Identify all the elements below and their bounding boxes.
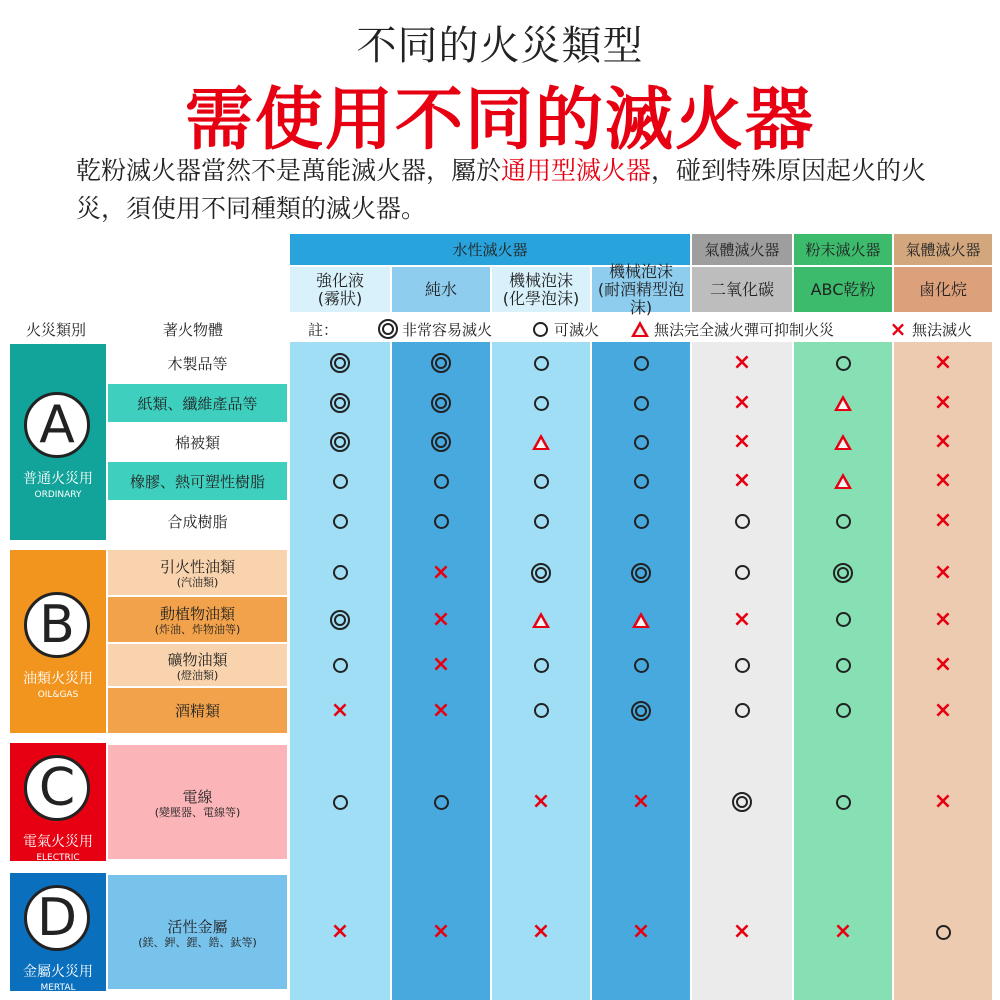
extinguisher-name: 二氧化碳 bbox=[709, 279, 774, 299]
rating-shape: × bbox=[933, 606, 953, 632]
rating-o-icon bbox=[526, 696, 556, 726]
rating-shape bbox=[634, 474, 649, 489]
rating-shape bbox=[534, 474, 549, 489]
rating-o-icon bbox=[526, 348, 556, 378]
rating-dbl-icon bbox=[426, 348, 456, 378]
rating-x-icon bbox=[928, 605, 958, 635]
rating-shape bbox=[836, 703, 851, 718]
rating-x-icon bbox=[727, 466, 757, 496]
rating-shape bbox=[534, 658, 549, 673]
rating-shape bbox=[333, 658, 348, 673]
rating-shape bbox=[431, 353, 451, 373]
rating-shape: × bbox=[933, 429, 953, 454]
legend-symbol-icon bbox=[378, 319, 398, 339]
rating-x-icon bbox=[325, 696, 355, 726]
object-name: 橡膠、熱可塑性樹脂 bbox=[129, 472, 265, 491]
rating-shape: × bbox=[431, 919, 451, 944]
rating-o-icon bbox=[626, 348, 656, 378]
burning-object-label bbox=[108, 462, 287, 500]
rating-x-icon bbox=[928, 427, 958, 457]
rating-o-icon bbox=[727, 696, 757, 726]
rating-o-icon bbox=[325, 558, 355, 588]
rating-o-icon bbox=[928, 917, 958, 947]
rating-x-icon bbox=[626, 917, 656, 947]
rating-o-icon bbox=[426, 787, 456, 817]
rating-dbl-icon bbox=[828, 558, 858, 588]
rating-shape: × bbox=[431, 606, 451, 632]
object-name: 礦物油類 bbox=[167, 650, 228, 669]
rating-o-icon bbox=[325, 466, 355, 496]
rating-o-icon bbox=[828, 605, 858, 635]
rating-shape bbox=[836, 514, 851, 529]
rating-shape bbox=[333, 565, 348, 580]
burning-object-label bbox=[108, 502, 287, 540]
object-name: 電線 bbox=[182, 787, 213, 806]
rating-o-icon bbox=[828, 650, 858, 680]
rating-shape: × bbox=[631, 919, 651, 944]
extinguisher-name: 純水 bbox=[424, 279, 457, 299]
rating-o-icon bbox=[325, 787, 355, 817]
legend-note: 註： bbox=[308, 320, 339, 339]
legend-text: 無法滅火 bbox=[912, 320, 973, 339]
rating-shape bbox=[834, 434, 852, 450]
rating-dbl-icon bbox=[325, 427, 355, 457]
class-name: 電氣火災用 bbox=[23, 834, 93, 850]
object-examples: (汽油類) bbox=[176, 576, 219, 589]
rating-shape: × bbox=[531, 919, 551, 944]
rating-shape: × bbox=[631, 789, 651, 814]
rating-shape: × bbox=[933, 390, 953, 415]
rating-shape: × bbox=[531, 789, 551, 814]
rating-o-icon bbox=[526, 650, 556, 680]
burning-object-label bbox=[108, 688, 287, 733]
extinguisher-header bbox=[392, 267, 490, 312]
rating-shape bbox=[431, 393, 451, 413]
rating-x-icon bbox=[727, 427, 757, 457]
rating-x-icon bbox=[928, 650, 958, 680]
rating-shape bbox=[534, 703, 549, 718]
burning-object-label bbox=[108, 550, 287, 595]
object-name: 活性金屬 bbox=[167, 917, 228, 936]
rating-shape: × bbox=[933, 508, 953, 533]
object-name: 動植物油類 bbox=[159, 605, 235, 623]
rating-shape bbox=[534, 356, 549, 371]
rating-shape: × bbox=[732, 919, 752, 944]
legend-text: 可滅火 bbox=[554, 320, 600, 339]
object-name: 酒精類 bbox=[174, 702, 220, 720]
rating-x-icon bbox=[928, 787, 958, 817]
rating-x-icon bbox=[426, 605, 456, 635]
rating-x-icon bbox=[928, 348, 958, 378]
rating-shape bbox=[330, 610, 350, 630]
rating-shape: × bbox=[933, 652, 953, 677]
rating-shape bbox=[534, 514, 549, 529]
extinguisher-header bbox=[692, 267, 792, 312]
fire-class-d bbox=[10, 873, 106, 991]
legend-symbol-icon bbox=[888, 319, 908, 339]
rating-shape bbox=[631, 701, 651, 721]
rating-x-icon bbox=[727, 348, 757, 378]
rating-tri-icon bbox=[526, 605, 556, 635]
rating-o-icon bbox=[526, 466, 556, 496]
fire-class-b bbox=[10, 550, 106, 733]
legend-can-extinguish bbox=[530, 316, 599, 342]
title-line2: 需使用不同的滅火器 bbox=[184, 81, 815, 160]
legend-fire-class: 火災類別 bbox=[26, 320, 87, 339]
extinguisher-header bbox=[894, 267, 992, 312]
rating-shape bbox=[333, 514, 348, 529]
rating-o-icon bbox=[325, 650, 355, 680]
rating-shape: × bbox=[933, 559, 953, 585]
rating-shape: × bbox=[330, 919, 350, 944]
rating-tri-icon bbox=[626, 605, 656, 635]
legend-symbol-icon bbox=[630, 321, 650, 337]
rating-tri-icon bbox=[526, 427, 556, 457]
rating-dbl-icon bbox=[325, 348, 355, 378]
legend-symbol-shape bbox=[533, 322, 548, 337]
rating-x-icon bbox=[526, 787, 556, 817]
rating-x-icon bbox=[626, 787, 656, 817]
rating-shape bbox=[634, 356, 649, 371]
rating-shape bbox=[330, 353, 350, 373]
legend-text: 無法完全滅火彈可抑制火災 bbox=[654, 320, 835, 339]
intro-highlight: 通用型滅火器 bbox=[501, 156, 652, 185]
extinguisher-header bbox=[592, 261, 690, 317]
legend-suppress-only bbox=[630, 316, 834, 342]
title-line1: 不同的火災類型 bbox=[356, 23, 644, 69]
rating-o-icon bbox=[626, 388, 656, 418]
object-examples: (炸油、炸物油等) bbox=[154, 623, 241, 636]
rating-shape: × bbox=[933, 789, 953, 814]
intro-part2: ，碰到特殊原因起火的火災，須使用不同種類的滅火器。 bbox=[76, 156, 927, 223]
intro-part1: 乾粉滅火器當然不是萬能滅火器，屬於 bbox=[76, 156, 502, 185]
rating-shape bbox=[330, 432, 350, 452]
rating-shape: × bbox=[933, 350, 953, 375]
object-examples: (鎂、鉀、鋰、鋯、鈦等) bbox=[138, 935, 257, 949]
extinguisher-note: (耐酒精型泡沫) bbox=[597, 279, 685, 317]
extinguisher-note: (化學泡沫) bbox=[502, 288, 580, 308]
burning-object-label bbox=[108, 597, 287, 642]
rating-dbl-icon bbox=[626, 558, 656, 588]
rating-x-icon bbox=[426, 650, 456, 680]
burning-object-label bbox=[108, 644, 287, 686]
rating-o-icon bbox=[325, 506, 355, 536]
rating-shape bbox=[836, 356, 851, 371]
rating-o-icon bbox=[526, 506, 556, 536]
rating-shape: × bbox=[330, 697, 350, 723]
rating-shape: × bbox=[933, 697, 953, 723]
rating-shape: × bbox=[732, 468, 752, 493]
rating-shape bbox=[834, 473, 852, 489]
rating-o-icon bbox=[626, 427, 656, 457]
rating-o-icon bbox=[828, 348, 858, 378]
rating-o-icon bbox=[626, 650, 656, 680]
legend-cannot bbox=[888, 316, 972, 342]
group-header: 氣體滅火器 bbox=[894, 234, 992, 265]
class-english-name: MERTAL bbox=[40, 983, 76, 993]
extinguisher-header bbox=[290, 267, 390, 312]
rating-shape bbox=[631, 563, 651, 583]
class-letter-badge: C bbox=[24, 755, 90, 821]
rating-shape: × bbox=[933, 468, 953, 493]
rating-shape bbox=[735, 703, 750, 718]
rating-shape bbox=[532, 612, 550, 628]
rating-shape bbox=[836, 612, 851, 627]
rating-dbl-icon bbox=[325, 605, 355, 635]
object-name: 棉被類 bbox=[174, 433, 220, 452]
rating-o-icon bbox=[526, 388, 556, 418]
rating-shape bbox=[634, 514, 649, 529]
object-name: 紙類、纖維產品等 bbox=[137, 394, 258, 413]
rating-shape bbox=[333, 474, 348, 489]
rating-shape: × bbox=[431, 697, 451, 723]
rating-dbl-icon bbox=[325, 388, 355, 418]
rating-dbl-icon bbox=[727, 787, 757, 817]
rating-x-icon bbox=[828, 917, 858, 947]
rating-x-icon bbox=[727, 388, 757, 418]
intro-text bbox=[76, 152, 936, 228]
rating-shape: × bbox=[732, 350, 752, 375]
group-header: 氣體滅火器 bbox=[692, 234, 792, 265]
rating-shape bbox=[532, 434, 550, 450]
rating-shape bbox=[531, 563, 551, 583]
rating-x-icon bbox=[426, 558, 456, 588]
rating-shape: × bbox=[431, 559, 451, 585]
rating-x-icon bbox=[526, 917, 556, 947]
rating-o-icon bbox=[828, 787, 858, 817]
legend-text: 非常容易滅火 bbox=[402, 320, 493, 339]
class-name: 油類火災用 bbox=[23, 670, 93, 687]
rating-o-icon bbox=[727, 558, 757, 588]
burning-object-label bbox=[108, 344, 287, 382]
extinguisher-name: 鹵化烷 bbox=[918, 279, 967, 299]
rating-shape: × bbox=[732, 429, 752, 454]
rating-dbl-icon bbox=[426, 388, 456, 418]
legend-symbol-shape bbox=[631, 321, 649, 337]
rating-o-icon bbox=[626, 466, 656, 496]
rating-shape bbox=[936, 925, 951, 940]
rating-shape: × bbox=[732, 606, 752, 632]
rating-shape bbox=[634, 396, 649, 411]
rating-shape bbox=[434, 474, 449, 489]
rating-shape bbox=[834, 395, 852, 411]
burning-object-label bbox=[108, 384, 287, 422]
rating-shape: × bbox=[431, 652, 451, 677]
rating-shape bbox=[836, 795, 851, 810]
rating-x-icon bbox=[928, 696, 958, 726]
burning-object-label bbox=[108, 745, 287, 859]
rating-shape bbox=[735, 514, 750, 529]
rating-shape bbox=[431, 432, 451, 452]
rating-x-icon bbox=[426, 696, 456, 726]
rating-dbl-icon bbox=[526, 558, 556, 588]
rating-o-icon bbox=[426, 506, 456, 536]
extinguisher-name: 強化液 bbox=[315, 270, 364, 290]
extinguisher-header bbox=[794, 267, 892, 312]
class-name: 金屬火災用 bbox=[23, 964, 93, 980]
class-name: 普通火災用 bbox=[23, 471, 93, 487]
rating-x-icon bbox=[325, 917, 355, 947]
rating-shape bbox=[634, 435, 649, 450]
rating-shape bbox=[330, 393, 350, 413]
rating-shape bbox=[833, 563, 853, 583]
legend-symbol-shape: × bbox=[889, 317, 907, 341]
rating-o-icon bbox=[626, 506, 656, 536]
rating-x-icon bbox=[928, 388, 958, 418]
rating-shape bbox=[534, 396, 549, 411]
rating-o-icon bbox=[426, 466, 456, 496]
fire-class-c bbox=[10, 743, 106, 861]
rating-x-icon bbox=[727, 917, 757, 947]
class-letter-badge: B bbox=[24, 592, 90, 658]
rating-x-icon bbox=[928, 466, 958, 496]
rating-shape bbox=[836, 658, 851, 673]
burning-object-label bbox=[108, 423, 287, 461]
rating-shape: × bbox=[833, 919, 853, 944]
rating-x-icon bbox=[928, 506, 958, 536]
rating-o-icon bbox=[828, 506, 858, 536]
group-header: 粉末滅火器 bbox=[794, 234, 892, 265]
rating-dbl-icon bbox=[426, 427, 456, 457]
burning-object-label bbox=[108, 875, 287, 989]
object-name: 木製品等 bbox=[167, 354, 228, 373]
extinguisher-name: 機械泡沫 bbox=[508, 270, 573, 290]
rating-tri-icon bbox=[828, 388, 858, 418]
rating-dbl-icon bbox=[626, 696, 656, 726]
class-letter-badge: A bbox=[24, 392, 90, 458]
object-examples: (燈油類) bbox=[176, 668, 219, 682]
class-english-name: OIL&GAS bbox=[37, 689, 79, 700]
rating-shape bbox=[333, 795, 348, 810]
rating-x-icon bbox=[928, 558, 958, 588]
legend-symbol-shape bbox=[378, 319, 398, 339]
legend-symbol-icon bbox=[530, 322, 550, 337]
extinguisher-name: 機械泡沫 bbox=[608, 261, 673, 281]
rating-shape bbox=[732, 792, 752, 812]
rating-shape bbox=[634, 658, 649, 673]
rating-shape bbox=[632, 612, 650, 628]
group-header: 水性滅火器 bbox=[290, 234, 690, 265]
fire-class-a bbox=[10, 344, 106, 540]
extinguisher-note: (霧狀) bbox=[317, 288, 363, 308]
legend-burning-object: 著火物體 bbox=[163, 320, 224, 339]
rating-shape: × bbox=[732, 390, 752, 415]
rating-shape bbox=[735, 658, 750, 673]
rating-o-icon bbox=[727, 506, 757, 536]
class-english-name: ELECTRIC bbox=[36, 853, 80, 863]
rating-shape bbox=[434, 514, 449, 529]
rating-tri-icon bbox=[828, 427, 858, 457]
class-english-name: ORDINARY bbox=[34, 490, 82, 500]
extinguisher-header bbox=[492, 267, 590, 312]
rating-x-icon bbox=[426, 917, 456, 947]
rating-o-icon bbox=[828, 696, 858, 726]
object-name: 引火性油類 bbox=[159, 558, 235, 576]
object-name: 合成樹脂 bbox=[167, 512, 228, 531]
rating-shape bbox=[434, 795, 449, 810]
rating-o-icon bbox=[727, 650, 757, 680]
class-letter-badge: D bbox=[24, 885, 90, 951]
legend-very-easy bbox=[378, 316, 492, 342]
rating-shape bbox=[735, 565, 750, 580]
object-examples: (變壓器、電線等) bbox=[154, 805, 241, 819]
rating-tri-icon bbox=[828, 466, 858, 496]
extinguisher-name: ABC乾粉 bbox=[810, 279, 876, 299]
rating-x-icon bbox=[727, 605, 757, 635]
